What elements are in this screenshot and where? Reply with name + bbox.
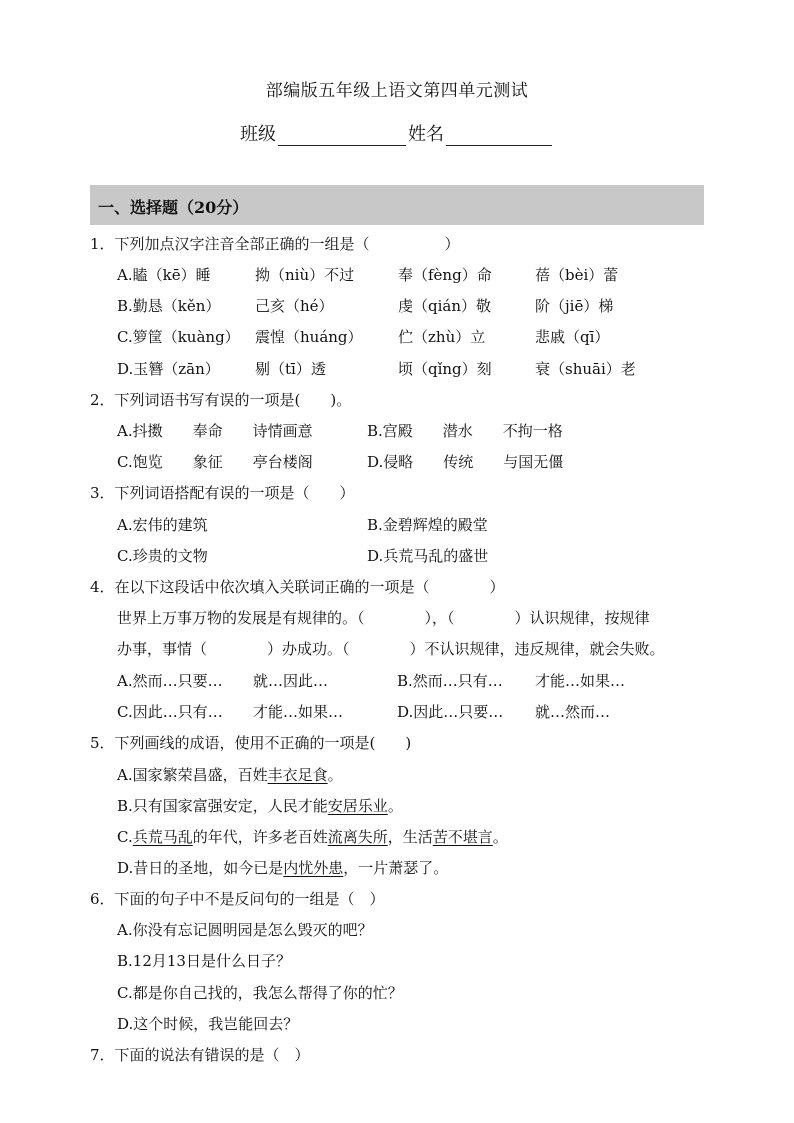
question-1-stem: 1．下列加点汉字注音全部正确的一组是（ ） (90, 235, 460, 253)
q6-option-a: A.你没有忘记圆明园是怎么毁灭的吧？ (117, 921, 373, 939)
q2-option-a: A.抖擞 奉命 诗情画意 (117, 422, 313, 440)
q5-c-underlined-idiom-3: 苦不堪言 (432, 828, 493, 846)
q1-option-c-1: C.箩筐（kuàng） (117, 328, 240, 346)
q6-option-d: D.这个时候，我岂能回去？ (117, 1015, 299, 1033)
q4-option-c-2: 才能…如果… (253, 703, 344, 721)
q1-option-d-1: D.玉簪（zān） (117, 360, 220, 378)
student-info-line (0, 120, 794, 146)
q4-option-c-1: C.因此…只有… (117, 703, 223, 721)
section-title: 一、选择题（20分） (98, 198, 249, 217)
q5-a-end: 。 (327, 766, 343, 784)
q5-a-underlined-idiom: 丰衣足食 (267, 766, 328, 784)
q1-option-d-4: 衰（shuāi）老 (535, 360, 636, 378)
question-3-stem: 3．下列词语搭配有误的一项是（ ） (90, 484, 355, 502)
q5-b-underlined-idiom: 安居乐业 (327, 797, 388, 815)
name-blank[interactable] (446, 125, 552, 146)
q5-a-text: A.国家繁荣昌盛，百姓 (117, 766, 268, 784)
q5-d-text: D.昔日的圣地，如今已是 (117, 859, 284, 877)
question-2-stem: 2．下列词语书写有误的一项是( )。 (90, 391, 352, 409)
q4-passage-line-1: 世界上万事万物的发展是有规律的。（ ），（ ）认识规律，按规律 (117, 609, 650, 627)
q5-option-d (117, 857, 448, 878)
q5-option-b (117, 795, 403, 816)
q4-option-a-2: 就…因此… (253, 672, 329, 690)
q1-option-a-2: 拗（niù）不过 (255, 266, 355, 284)
q5-c-mid-1: 的年代，许多老百姓 (192, 828, 328, 846)
q1-option-a-3: 奉（fèng）命 (398, 266, 492, 284)
q4-option-d-1: D.因此…只要… (397, 703, 504, 721)
q1-option-b-4: 阶（jiē）梯 (535, 297, 614, 315)
q2-option-d: D.侵略 传统 与国无僵 (367, 453, 564, 471)
q1-option-c-2: 震惶（huáng） (255, 328, 363, 346)
q4-option-d-2: 就…然而… (535, 703, 611, 721)
q5-c-end: 。 (492, 828, 508, 846)
q3-option-d: D.兵荒马乱的盛世 (367, 547, 489, 565)
q1-option-b-1: B.勤恳（kěn） (117, 297, 221, 315)
q6-option-c: C.都是你自己找的，我怎么帮得了你的忙？ (117, 984, 403, 1002)
q5-option-a (117, 764, 343, 785)
q5-c-underlined-idiom-1: 兵荒马乱 (132, 828, 193, 846)
q5-b-text: B.只有国家富强安定，人民才能 (117, 797, 328, 815)
q1-option-d-2: 剔（tī）透 (255, 360, 326, 378)
q2-option-c: C.饱览 象征 亭台楼阁 (117, 453, 313, 471)
q1-option-d-3: 顷（qǐng）刻 (398, 360, 492, 378)
section-header (90, 185, 704, 225)
q1-option-c-3: 伫（zhù）立 (398, 328, 486, 346)
q3-option-a: A.宏伟的建筑 (117, 516, 208, 534)
q1-option-b-3: 虔（qián）敬 (398, 297, 492, 315)
q2-option-b: B.宫殿 潜水 不拘一格 (367, 422, 563, 440)
question-5-stem: 5．下列画线的成语，使用不正确的一项是( ) (90, 734, 412, 752)
q4-passage-line-2: 办事，事情（ ）办成功。（ ）不认识规律，违反规律，就会失败。 (117, 640, 665, 658)
q4-option-b-1: B.然而…只有… (397, 672, 503, 690)
q5-option-c (117, 826, 508, 847)
q1-option-a-4: 蓓（bèi）蕾 (535, 266, 619, 284)
question-4-stem: 4．在以下这段话中依次填入关联词正确的一项是（ ） (90, 578, 505, 596)
q6-option-b: B.12月13日是什么日子？ (117, 952, 291, 970)
q5-d-end: ，一片萧瑟了。 (343, 859, 449, 877)
question-6-stem: 6．下面的句子中不是反问句的一组是（ ） (90, 890, 385, 908)
q3-option-b: B.金碧辉煌的殿堂 (367, 516, 488, 534)
q1-option-c-4: 悲戚（qī） (535, 328, 610, 346)
question-7-stem: 7．下面的说法有错误的是（ ） (90, 1046, 310, 1064)
q5-d-underlined-idiom: 内忧外患 (283, 859, 344, 877)
q5-c-mid-2: ，生活 (387, 828, 433, 846)
q4-option-a-1: A.然而…只要… (117, 672, 223, 690)
q5-b-end: 。 (387, 797, 403, 815)
q1-option-b-2: 己亥（hé） (255, 297, 334, 315)
name-label: 姓名 (408, 124, 444, 145)
q4-option-b-2: 才能…如果… (535, 672, 626, 690)
class-blank[interactable] (278, 125, 406, 146)
q3-option-c: C.珍贵的文物 (117, 547, 208, 565)
q5-c-text: C. (117, 828, 133, 846)
q5-c-underlined-idiom-2: 流离失所 (327, 828, 388, 846)
page-title: 部编版五年级上语文第四单元测试 (265, 81, 529, 101)
class-label: 班级 (240, 124, 276, 145)
q1-option-a-1: A.瞌（kē）睡 (117, 266, 211, 284)
